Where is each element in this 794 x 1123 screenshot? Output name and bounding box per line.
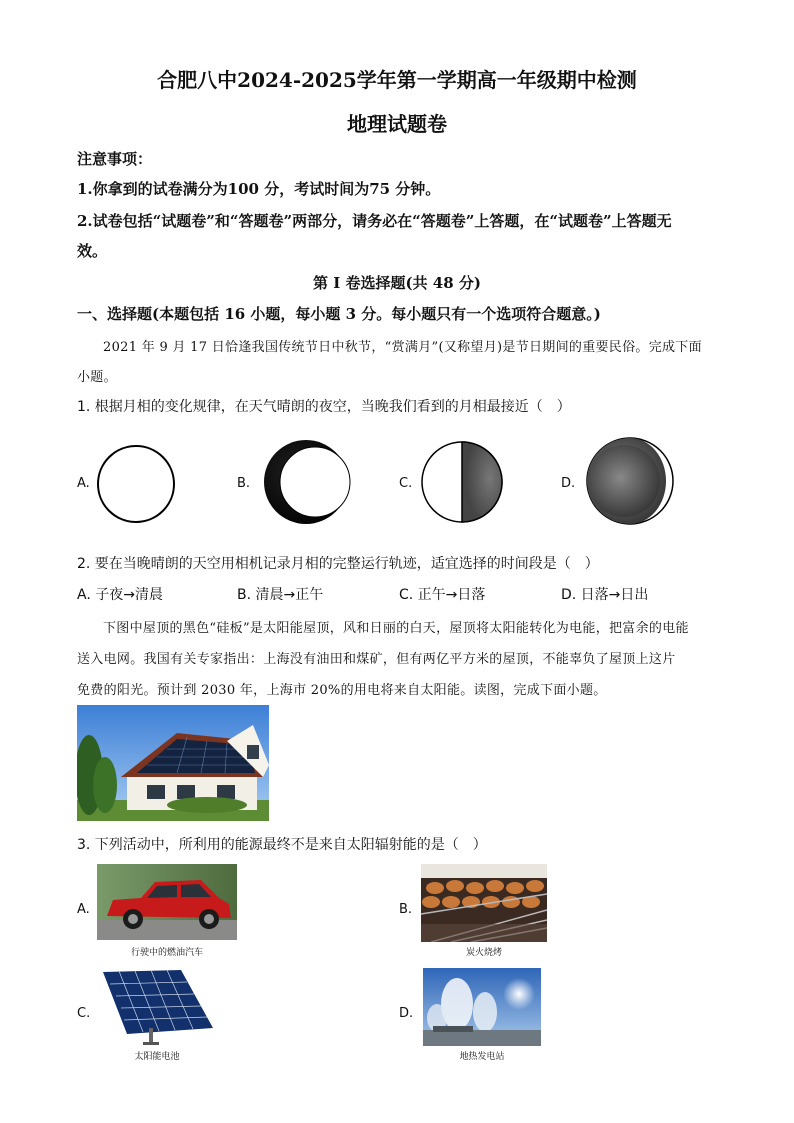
q1-option-d-label: D. bbox=[561, 476, 576, 491]
q3-option-a-caption: 行驶中的燃油汽车 bbox=[130, 948, 203, 958]
moon-waning-crescent-icon bbox=[262, 438, 354, 526]
q1-option-c-label: C. bbox=[399, 476, 413, 491]
notice-heading: 注意事项： bbox=[77, 150, 153, 168]
question-2-stem: 2. 要在当晚晴朗的天空用相机记录月相的完整运行轨迹，适宜选择的时间段是（ ） bbox=[77, 556, 599, 572]
q3-option-b-caption: 炭火烧烤 bbox=[465, 948, 502, 958]
q3-option-d-caption: 地热发电站 bbox=[459, 1052, 505, 1062]
q3-option-b-label: B. bbox=[399, 902, 413, 917]
geothermal-plant-photo bbox=[423, 968, 541, 1046]
passage-1-line-1: 2021 年 9 月 17 日恰逢我国传统节日中秋节，“赏满月”(又称望月)是节日期间的重要民俗。完成下面 bbox=[103, 340, 702, 355]
q3-option-c-caption: 太阳能电池 bbox=[134, 1052, 180, 1062]
notice-item-2-cont: 效。 bbox=[77, 242, 108, 260]
solar-panel-photo bbox=[97, 968, 217, 1046]
car-photo bbox=[97, 864, 237, 940]
q3-option-c-label: C. bbox=[77, 1006, 91, 1021]
q1-option-b-label: B. bbox=[237, 476, 251, 491]
question-3-stem: 3. 下列活动中，所利用的能源最终不是来自太阳辐射能的是（ ） bbox=[77, 837, 487, 853]
question-1-stem: 1. 根据月相的变化规律，在天气晴朗的夜空，当晚我们看到的月相最接近（ ） bbox=[77, 399, 571, 415]
q1-option-a-label: A. bbox=[77, 476, 90, 491]
passage-2-line-3: 免费的阳光。预计到 2030 年，上海市 20%的用电将来自太阳能。读图，完成下面小题。 bbox=[77, 683, 607, 698]
q2-option-a: A. 子夜→清晨 bbox=[77, 587, 163, 603]
exam-subtitle: 地理试题卷 bbox=[347, 112, 447, 136]
q2-option-c: C. 正午→日落 bbox=[399, 587, 486, 603]
notice-item-2: 2.试卷包括“试题卷”和“答题卷”两部分，请务必在“答题卷”上答题，在“试题卷”上答题无 bbox=[77, 212, 672, 230]
exam-title: 合肥八中2024-2025学年第一学期高一年级期中检测 bbox=[157, 68, 637, 92]
section-title: 第 I 卷选择题(共 48 分) bbox=[313, 274, 481, 292]
passage-2-line-2: 送入电网。我国有关专家指出：上海没有油田和煤矿，但有两亿平方米的屋顶，不能辜负了屋顶上这片 bbox=[77, 652, 676, 667]
solar-roof-house-photo bbox=[77, 705, 269, 821]
notice-item-1: 1.你拿到的试卷满分为100 分，考试时间为75 分钟。 bbox=[77, 180, 441, 198]
moon-waxing-gibbous-icon bbox=[586, 436, 674, 526]
passage-1-line-2: 小题。 bbox=[77, 370, 117, 385]
q2-option-d: D. 日落→日出 bbox=[561, 587, 649, 603]
part-heading: 一、选择题(本题包括 16 小题，每小题 3 分。每小题只有一个选项符合题意。) bbox=[77, 305, 601, 323]
moon-full-icon bbox=[96, 444, 176, 524]
barbecue-photo bbox=[421, 864, 547, 942]
moon-half-icon bbox=[420, 440, 504, 524]
q2-option-b: B. 清晨→正午 bbox=[237, 587, 324, 603]
passage-2-line-1: 下图中屋顶的黑色“硅板”是太阳能屋顶，风和日丽的白天，屋顶将太阳能转化为电能，把富余的电能 bbox=[103, 621, 689, 636]
q3-option-a-label: A. bbox=[77, 902, 90, 917]
q3-option-d-label: D. bbox=[399, 1006, 414, 1021]
